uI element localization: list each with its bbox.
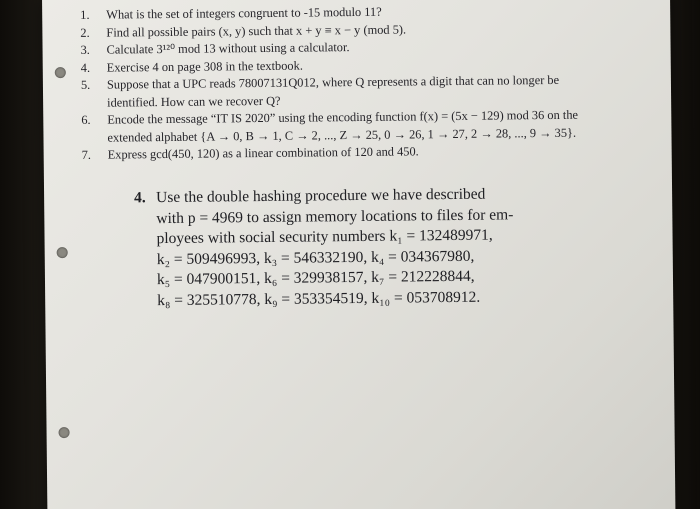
- exercise-text: Express gcd(450, 120) as a linear combination of 120 and 450.: [107, 144, 419, 162]
- problem-number: 4.: [134, 189, 146, 207]
- exercise-text: What is the set of integers congruent to -15 modulo 11?: [106, 4, 382, 22]
- exercise-item: [81, 106, 641, 147]
- problem-line: k₈ = 325510778, k₉ = 353354519, k₁₀ = 053708912.: [157, 288, 481, 309]
- exercise-text: Find all possible pairs (x, y) such that x + y ≡ x − y (mod 5).: [106, 21, 407, 40]
- exercise-text: Calculate 3¹²⁰ mod 13 without using a calculator.: [106, 40, 350, 57]
- textbook-problem: [134, 184, 555, 311]
- binder-hole: [57, 247, 68, 258]
- binder-hole: [55, 67, 66, 78]
- problem-line: k₅ = 047900151, k₆ = 329938157, k₇ = 212228844,: [156, 267, 475, 289]
- exercise-text-line1: Suppose that a UPC reads 78007131Q012, where Q represents a digit that can no longer be: [106, 72, 560, 92]
- exercise-text: Exercise 4 on page 308 in the textbook.: [106, 58, 303, 75]
- problem-line: k₂ = 509496993, k₃ = 546332190, k₄ = 034367980,: [156, 247, 475, 268]
- paper-sheet: [42, 0, 676, 509]
- exercise-text-line2: extended alphabet {A → 0, B → 1, C → 2, ..., Z → 25, 0 → 26, 1 → 27, 2 → 28, ..., 9 → 35}.: [107, 125, 577, 145]
- exercise-number: 3.: [80, 42, 90, 57]
- exercise-text-line2: identified. How can we recover Q?: [107, 93, 281, 110]
- exercise-item: [81, 71, 641, 112]
- problem-line: ployees with social security numbers k₁ = 132489971,: [156, 226, 493, 248]
- problem-line: Use the double hashing procedure we have described: [156, 185, 486, 207]
- exercise-text-line1: Encode the message “IT IS 2020” using the encoding function f(x) = (5x − 129) mod 36 on the: [107, 107, 579, 127]
- exercise-number: 5.: [80, 77, 91, 92]
- problem-line: with p = 4969 to assign memory locations to files for em-: [156, 205, 514, 227]
- exercise-number: 7.: [81, 147, 92, 162]
- exercise-number: 6.: [81, 112, 91, 127]
- exercise-list: [80, 1, 642, 164]
- exercise-number: 1.: [80, 7, 90, 22]
- exercise-number: 4.: [80, 60, 91, 75]
- exercise-number: 2.: [80, 25, 90, 40]
- binder-hole: [59, 427, 70, 438]
